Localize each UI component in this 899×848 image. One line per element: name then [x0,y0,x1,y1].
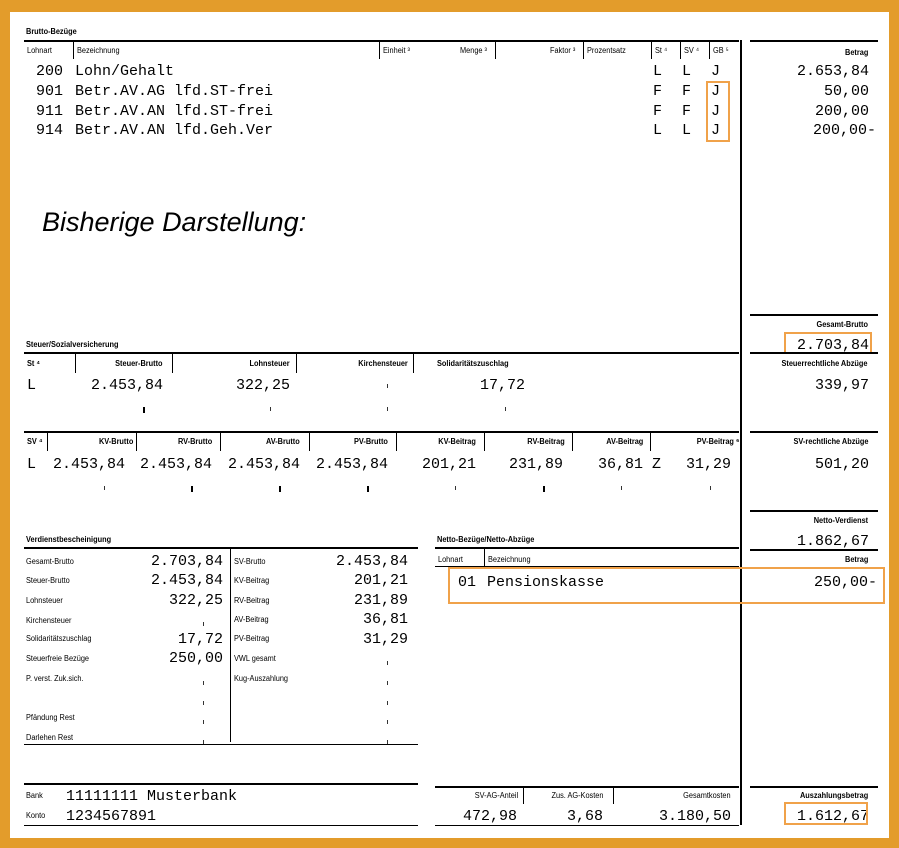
row-betrag: 250,00- [813,574,877,591]
decimal-tick [367,486,369,492]
gesamtkosten-value: 3.180,50 [658,808,731,825]
divider [47,432,48,451]
row-sv: L [682,63,692,80]
row-code: 901 [36,83,64,100]
divider [435,825,739,826]
gesamt-brutto-value: 2.703,84 [796,337,869,354]
decimal-tick [203,740,204,744]
soli-value: 17,72 [479,377,525,394]
netto-verdienst-label: Netto-Verdienst [813,516,868,525]
list-item-label: P. verst. Zuk.sich. [26,674,84,683]
divider [750,352,878,354]
divider [309,432,310,451]
sv-col-kv-beitrag: KV-Beitrag [438,437,476,446]
decimal-tick [387,681,388,685]
divider [73,41,74,59]
netto-verdienst-value: 1.862,67 [796,533,869,550]
steuer-col-kirchensteuer: Kirchensteuer [358,359,408,368]
divider [750,40,878,42]
annotation-text: Bisherige Darstellung: [42,207,307,237]
divider [24,431,739,433]
netto-col-betrag: Betrag [844,555,868,564]
sv-value: L [27,456,37,473]
decimal-tick [203,681,204,685]
divider [230,548,231,742]
steuer-col-soli: Solidaritätszuschlag [437,359,509,368]
decimal-tick [203,622,204,626]
netto-bezuege-title: Netto-Bezüge/Netto-Abzüge [437,535,535,544]
decimal-tick [279,486,281,492]
list-item-value: 31,29 [362,631,408,648]
list-item-value: 322,25 [168,592,223,609]
divider [750,510,878,512]
netto-col-lohnart: Lohnart [438,555,463,564]
steuer-title: Steuer/Sozialversicherung [26,340,119,349]
row-name: Betr.AV.AN lfd.ST-frei [75,103,274,120]
divider [435,547,739,549]
kosten-col-sv-ag: SV-AG-Anteil [474,791,518,800]
divider [172,353,173,373]
list-item-value: 2.703,84 [150,553,223,570]
decimal-tick [143,407,145,413]
sv-abzuege-value: 501,20 [814,456,869,473]
sv-col-rv-beitrag: RV-Beitrag [527,437,565,446]
decimal-tick [203,720,204,724]
decimal-tick [710,486,711,490]
divider [24,352,739,354]
pv-flag-value: Z [652,456,662,473]
row-betrag: 200,00- [812,122,876,139]
pv-brutto-value: 2.453,84 [315,456,388,473]
decimal-tick [387,407,388,411]
list-item-value: 2.453,84 [335,553,408,570]
decimal-tick [387,720,388,724]
list-item-label: Solidaritätszuschlag [26,634,92,643]
gesamt-brutto-highlight [784,332,872,354]
row-st: L [653,63,663,80]
list-item-label: Steuerfreie Bezüge [26,654,90,663]
list-item-value: 250,00 [168,650,223,667]
list-item-label: RV-Beitrag [234,596,270,605]
list-item-value: 36,81 [362,611,408,628]
divider [523,787,524,804]
sv-col-rv-brutto: RV-Brutto [177,437,212,446]
row-st: L [653,122,663,139]
row-betrag: 2.653,84 [796,63,869,80]
list-item-label: Kirchensteuer [26,616,72,625]
list-item-value: 2.453,84 [150,572,223,589]
list-item-label: AV-Beitrag [234,615,269,624]
divider [24,40,739,42]
col-faktor: Faktor ³ [550,46,576,55]
list-item-label: Pfändung Rest [26,713,75,722]
decimal-tick [270,407,271,411]
row-gb: J [711,103,721,120]
col-einheit: Einheit ³ [383,46,411,55]
decimal-tick [387,384,388,388]
list-item-label: Lohnsteuer [26,596,63,605]
kv-beitrag-value: 201,21 [421,456,476,473]
konto-label: Konto [26,811,46,820]
sv-col-av-brutto: AV-Brutto [266,437,300,446]
sv-ag-value: 472,98 [462,808,517,825]
divider [750,431,878,433]
divider [680,41,681,59]
decimal-tick [455,486,456,490]
konto-value: 1234567891 [66,808,157,825]
kosten-col-zus-ag: Zus. AG-Kosten [551,791,603,800]
steuer-col-brutto: Steuer-Brutto [115,359,163,368]
gb-highlight-box [706,81,730,142]
list-item-label: Steuer-Brutto [26,576,70,585]
list-item-label: Kug-Auszahlung [234,674,289,683]
list-item-label: Darlehen Rest [26,733,74,742]
row-code: 200 [36,63,64,80]
sv-col-kv-brutto: KV-Brutto [98,437,133,446]
divider [750,314,878,316]
steuer-col-st: St ⁴ [27,359,41,368]
divider [24,547,418,549]
brutto-title: Brutto-Bezüge [26,27,77,36]
list-item-value: 17,72 [177,631,223,648]
divider [396,432,397,451]
list-item-label: VWL gesamt [234,654,276,663]
row-name: Lohn/Gehalt [75,63,175,80]
row-sv: L [682,122,692,139]
row-code: 914 [36,122,64,139]
divider [24,783,418,785]
divider [379,41,380,59]
row-code: 01 [458,574,477,591]
divider [484,548,485,566]
kosten-col-gesamt: Gesamtkosten [683,791,731,800]
col-gb: GB ⁵ [713,46,729,55]
row-gb: J [711,83,721,100]
kv-brutto-value: 2.453,84 [52,456,125,473]
list-item-value: 201,21 [353,572,408,589]
decimal-tick [543,486,545,492]
divider [650,432,651,451]
list-item-label: KV-Beitrag [234,576,270,585]
list-item-label: PV-Beitrag [234,634,270,643]
decimal-tick [505,407,506,411]
divider [484,432,485,451]
gesamt-brutto-label: Gesamt-Brutto [816,320,868,329]
row-sv: F [682,103,692,120]
steuerrechtliche-label: Steuerrechtliche Abzüge [781,359,868,368]
zus-ag-value: 3,68 [566,808,603,825]
steuer-col-lohnsteuer: Lohnsteuer [249,359,290,368]
col-prozentsatz: Prozentsatz [587,46,626,55]
sv-col-pv-brutto: PV-Brutto [354,437,388,446]
decimal-tick [387,701,388,705]
divider [75,353,76,373]
sv-col-av-beitrag: AV-Beitrag [605,437,643,446]
main-vertical-divider [740,40,742,825]
av-beitrag-value: 36,81 [597,456,643,473]
row-name: Betr.AV.AN lfd.Geh.Ver [75,122,274,139]
row-gb: J [711,63,721,80]
steuer-st-value: L [27,377,37,394]
row-betrag: 50,00 [823,83,869,100]
divider [136,432,137,451]
divider [651,41,652,59]
divider [413,353,414,373]
decimal-tick [191,486,193,492]
decimal-tick [387,661,388,665]
verdienst-title: Verdienstbescheinigung [26,535,112,544]
list-item-label: Gesamt-Brutto [26,557,74,566]
sv-col-sv: SV ⁴ [27,437,43,446]
decimal-tick [203,701,204,705]
netto-col-bezeichnung: Bezeichnung [488,555,531,564]
col-bezeichnung: Bezeichnung [77,46,120,55]
divider [572,432,573,451]
bank-value: 11111111 Musterbank [66,788,238,805]
auszahlung-value: 1.612,67 [796,808,869,825]
pv-beitrag-value: 31,29 [685,456,731,473]
list-item-label: SV-Brutto [234,557,266,566]
col-st: St ⁴ [655,46,668,55]
divider [296,353,297,373]
col-menge: Menge ³ [460,46,488,55]
row-betrag: 200,00 [814,103,869,120]
row-st: F [653,83,663,100]
sv-abzuege-label: SV-rechtliche Abzüge [793,437,868,446]
decimal-tick [387,740,388,744]
divider [583,41,584,59]
auszahlung-label: Auszahlungsbetrag [799,791,868,800]
col-lohnart: Lohnart [27,46,52,55]
list-item-value: 231,89 [353,592,408,609]
av-brutto-value: 2.453,84 [227,456,300,473]
divider [435,786,739,788]
row-sv: F [682,83,692,100]
row-name: Betr.AV.AG lfd.ST-frei [75,83,274,100]
steuer-brutto-value: 2.453,84 [90,377,163,394]
divider [24,825,418,826]
steuerrechtliche-value: 339,97 [814,377,869,394]
row-st: F [653,103,663,120]
divider [750,549,878,551]
decimal-tick [621,486,622,490]
divider [750,786,878,788]
divider [495,41,496,59]
divider [709,41,710,59]
row-name: Pensionskasse [487,574,605,591]
divider [613,787,614,804]
lohnsteuer-value: 322,25 [235,377,290,394]
divider [220,432,221,451]
divider [24,744,418,745]
decimal-tick [104,486,105,490]
bank-label: Bank [26,791,43,800]
rv-brutto-value: 2.453,84 [139,456,212,473]
row-gb: J [711,122,721,139]
row-code: 911 [36,103,64,120]
col-sv: SV ⁴ [684,46,700,55]
sv-col-pv-beitrag: PV-Beitrag ⁶ [696,437,739,446]
pensionskasse-highlight [448,567,885,604]
rv-beitrag-value: 231,89 [508,456,563,473]
auszahlung-highlight [784,802,868,825]
col-betrag: Betrag [844,48,868,57]
